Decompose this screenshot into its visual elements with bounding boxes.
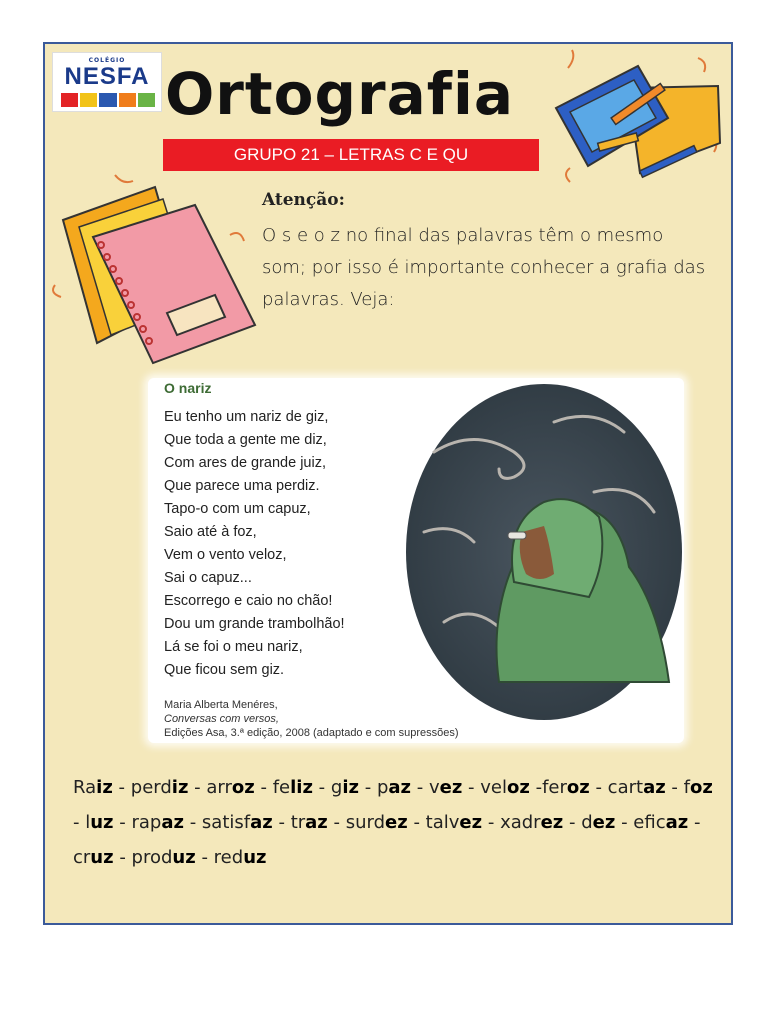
- word-ending: az: [305, 812, 328, 833]
- word-stem: vel: [480, 777, 507, 798]
- word-item: [346, 812, 408, 833]
- logo-label: COLÉGIO: [88, 57, 126, 64]
- word-separator: -: [113, 847, 132, 868]
- word-separator: -: [589, 777, 608, 798]
- word-separator: -: [359, 777, 377, 798]
- word-stem: d: [581, 812, 593, 833]
- word-ending: az: [643, 777, 666, 798]
- word-stem: f: [683, 777, 690, 798]
- word-separator: -: [112, 777, 131, 798]
- word-item: [429, 777, 462, 798]
- poem-lines: [164, 406, 345, 682]
- hooded-figure-illustration: [404, 382, 684, 722]
- word-ending: iz: [171, 777, 189, 798]
- poem-line: Com ares de grande juiz,: [164, 455, 326, 471]
- poem-line: Escorrego e caio no chão!: [164, 593, 333, 609]
- word-ending: liz: [290, 777, 313, 798]
- word-item: [214, 847, 267, 868]
- poem-author: Maria Alberta Menéres,: [164, 699, 278, 711]
- poem-edition: Edições Asa, 3.ª edição, 2008 (adaptado e com supressões): [164, 727, 459, 739]
- word-item: [291, 812, 328, 833]
- word-ending: uz: [243, 847, 267, 868]
- word-separator: -: [688, 812, 701, 833]
- word-item: [73, 847, 114, 868]
- word-item: [131, 812, 183, 833]
- word-item: [331, 777, 359, 798]
- word-stem: prod: [131, 847, 173, 868]
- word-item: [542, 777, 590, 798]
- attention-text: O s e o z no final das palavras têm o mesmo som; por isso é importante conhecer a grafia das palavras. Veja:: [262, 225, 706, 310]
- word-item: [132, 847, 196, 868]
- word-separator: -: [529, 777, 543, 798]
- logo-name: NESFA: [64, 63, 150, 90]
- subtitle-banner: GRUPO 21 – LETRAS C E QU: [163, 139, 539, 171]
- word-stem: tr: [290, 812, 306, 833]
- poem-title: O nariz: [164, 380, 212, 396]
- word-separator: -: [407, 812, 426, 833]
- page-title: Ortografia: [165, 60, 514, 128]
- poem-line: Saio até à foz,: [164, 524, 257, 540]
- word-stem: red: [213, 847, 244, 868]
- word-ending: ez: [385, 812, 408, 833]
- word-ending: az: [161, 812, 184, 833]
- word-separator: -: [665, 777, 684, 798]
- poem-line: Dou um grande trambolhão!: [164, 616, 345, 632]
- word-ending: az: [388, 777, 412, 798]
- word-item: [377, 777, 411, 798]
- word-separator: -: [411, 777, 429, 798]
- word-stem: xadr: [500, 812, 541, 833]
- word-stem: perd: [130, 777, 172, 798]
- word-item: [85, 812, 113, 833]
- word-separator: -: [188, 777, 207, 798]
- word-item: [273, 777, 313, 798]
- word-item: [633, 812, 688, 833]
- school-logo: [52, 52, 162, 112]
- word-stem: cr: [73, 847, 91, 868]
- word-stem: fer: [542, 777, 567, 798]
- word-stem: satisf: [201, 812, 251, 833]
- word-separator: -: [312, 777, 331, 798]
- word-ending: oz: [231, 777, 255, 798]
- word-stem: Ra: [73, 777, 97, 798]
- poem-line: Sai o capuz...: [164, 570, 252, 586]
- notebooks-icon: [45, 165, 265, 365]
- pencil-case-icon: [548, 48, 728, 188]
- word-ending: ez: [592, 812, 616, 833]
- word-separator: -: [563, 812, 582, 833]
- word-ending: oz: [566, 777, 590, 798]
- word-separator: -: [183, 812, 202, 833]
- word-ending: ez: [459, 812, 483, 833]
- word-item: [608, 777, 666, 798]
- word-ending: uz: [90, 847, 114, 868]
- word-item: [480, 777, 530, 798]
- word-item: [202, 812, 273, 833]
- word-ending: iz: [342, 777, 359, 798]
- word-stem: p: [376, 777, 389, 798]
- word-ending: oz: [507, 777, 530, 798]
- word-item: [684, 777, 713, 798]
- word-stem: v: [428, 777, 440, 798]
- word-stem: rap: [131, 812, 162, 833]
- word-list: [73, 770, 713, 875]
- word-stem: fe: [272, 777, 291, 798]
- word-separator: -: [195, 847, 214, 868]
- word-stem: efic: [633, 812, 666, 833]
- word-separator: -: [272, 812, 291, 833]
- word-stem: surd: [345, 812, 386, 833]
- word-item: [426, 812, 482, 833]
- word-stem: talv: [425, 812, 460, 833]
- word-item: [73, 777, 113, 798]
- attention-heading: Atenção:: [262, 190, 345, 210]
- word-stem: arr: [206, 777, 232, 798]
- word-separator: -: [327, 812, 346, 833]
- poem-line: Lá se foi o meu nariz,: [164, 639, 303, 655]
- word-ending: ez: [540, 812, 564, 833]
- poem-card: [148, 378, 684, 743]
- word-ending: ez: [439, 777, 463, 798]
- poem-line: Tapo-o com um capuz,: [164, 501, 311, 517]
- poem-line: Que toda a gente me diz,: [164, 432, 327, 448]
- word-separator: -: [254, 777, 273, 798]
- poem-line: Eu tenho um nariz de giz,: [164, 409, 329, 425]
- word-stem: g: [330, 777, 343, 798]
- word-separator: -: [615, 812, 634, 833]
- word-item: [581, 812, 615, 833]
- word-ending: oz: [689, 777, 713, 798]
- word-separator: -: [73, 812, 86, 833]
- poem-line: Vem o vento veloz,: [164, 547, 287, 563]
- word-stem: l: [85, 812, 91, 833]
- logo-color-bar: [61, 93, 155, 107]
- word-ending: az: [250, 812, 273, 833]
- word-separator: -: [462, 777, 481, 798]
- poem-line: Que parece uma perdiz.: [164, 478, 320, 494]
- word-separator: -: [113, 812, 132, 833]
- word-stem: cart: [607, 777, 644, 798]
- word-ending: iz: [96, 777, 113, 798]
- word-ending: az: [665, 812, 689, 833]
- word-separator: -: [482, 812, 501, 833]
- word-item: [206, 777, 254, 798]
- word-item: [500, 812, 563, 833]
- poem-line: Que ficou sem giz.: [164, 662, 285, 678]
- word-ending: uz: [90, 812, 114, 833]
- word-ending: uz: [172, 847, 196, 868]
- poem-book: Conversas com versos,: [164, 713, 279, 725]
- word-item: [131, 777, 189, 798]
